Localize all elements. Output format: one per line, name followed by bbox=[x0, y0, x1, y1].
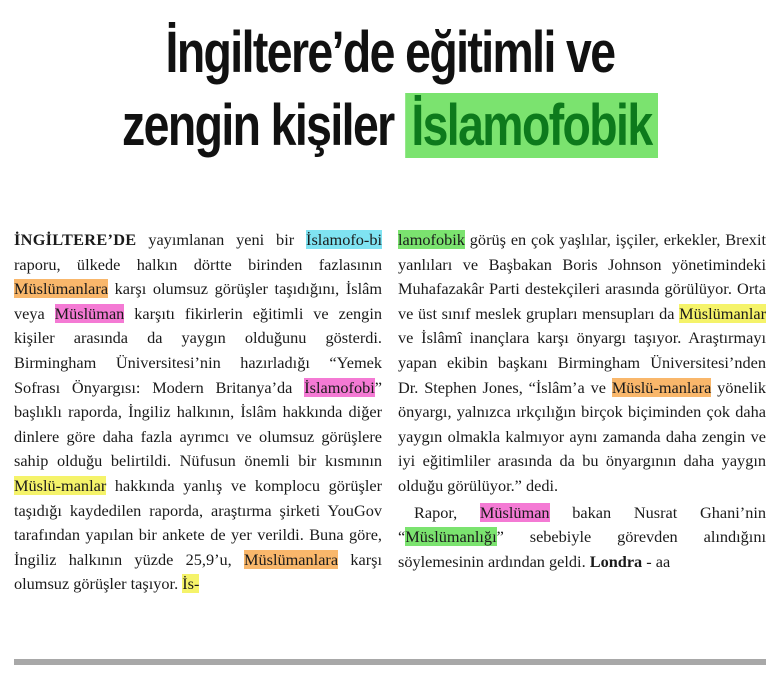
signature-agency: - aa bbox=[642, 551, 671, 571]
highlight-pink: İslamofobi bbox=[304, 377, 375, 397]
highlight-orange: Müslümanlara bbox=[244, 549, 339, 569]
headline-line-1: İngiltere’de eğitimli ve bbox=[165, 20, 615, 85]
highlight-yellow: Müslü-manlar bbox=[14, 475, 107, 495]
text-run: bakan Nusrat Ghani’nin “ bbox=[398, 502, 766, 547]
highlight-green: lamofobik bbox=[398, 230, 465, 249]
paragraph bbox=[398, 501, 766, 575]
bottom-rule bbox=[14, 659, 766, 665]
headline bbox=[78, 16, 702, 162]
article-body bbox=[14, 228, 766, 597]
column-left bbox=[14, 228, 382, 597]
text-run: Rapor, bbox=[414, 502, 480, 522]
highlight-pink: Müslüman bbox=[54, 303, 125, 323]
headline-line-2-text: zengin kişiler bbox=[122, 93, 405, 158]
headline-highlight: İslamofobik bbox=[405, 93, 658, 158]
highlight-orange: Müslümanlara bbox=[14, 279, 109, 299]
highlight-yellow: Müslümanlar bbox=[679, 303, 766, 323]
text-run: karşı olumsuz görüşler taşıdığını, İslâm veya bbox=[14, 279, 382, 323]
text-run: görüş en çok yaşlılar, işçiler, erkekler, Brexit yanlıları ve Başbakan Boris Johnson yönetimindeki Muhafazakâr Parti destekçileri arasında görülüyor. Orta ve üst sınıf meslek grupları mensupları da bbox=[398, 230, 766, 323]
text-run: ve İslâmî inançlara karşı önyargı taşıyor. Araştırmayı yapan ekibin başkanı Birmingham Üniversitesi’nden Dr. Stephen Jones, “İslâm’a ve bbox=[398, 328, 766, 397]
column-right bbox=[398, 228, 766, 597]
text-run: raporu, ülkede halkın dörtte birinden fazlasının bbox=[14, 254, 382, 274]
highlight-blue: İslamofo-bi bbox=[306, 230, 382, 249]
highlight-orange: Müslü-manlara bbox=[611, 377, 712, 397]
headline-line-2 bbox=[78, 89, 702, 162]
text-run: yayımlanan yeni bir bbox=[136, 230, 307, 249]
text-run: ” başlıklı raporda, İngiliz halkının, İslâm hakkında diğer dinlere göre daha fazla ayrımcı ve olumsuz görüşlere sahip olduğu belirtildi. Nüfusun önemli bir kısmının bbox=[14, 377, 382, 471]
paragraph bbox=[398, 228, 766, 499]
highlight-yellow: İs- bbox=[182, 574, 200, 594]
highlight-pink: Müslüman bbox=[479, 502, 550, 522]
highlight-green: Müslümanlığı bbox=[405, 527, 497, 547]
text-run: yönelik önyargı, yalnızca ırkçılığın birçok biçiminden çok daha yaygın olmakla kalmıyor aynı zamanda daha zengin ve iyi eğitimliler arasında da bu önyargının daha yaygın olduğu görülüyor.” dedi. bbox=[398, 377, 767, 495]
signature-city: Londra bbox=[589, 551, 643, 571]
text-run: karşı olumsuz görüşler taşıyor. bbox=[14, 549, 382, 594]
text-run: karşıtı fikirlerin eğitimli ve zengin kişiler arasında da yaygın olduğunu gösterdi. Birmingham Üniversitesi’nin hazırladığı “Yemek Sofrası Önyargısı: Modern Britanya’da bbox=[14, 303, 382, 397]
dateline: İNGİLTERE’DE bbox=[14, 230, 137, 249]
paragraph bbox=[14, 228, 382, 597]
text-run: hakkında yanlış ve komplocu görüşler taşıdığı kaydedilen raporda, araştırma şirketi YouGov tarafından yapılan bir ankete de yer verildi. Buna göre, İngiliz halkının yüzde 25,9’u, bbox=[14, 475, 382, 569]
text-run: ” sebebiyle görevden alındığını söylemesinin ardından geldi. bbox=[398, 527, 766, 571]
